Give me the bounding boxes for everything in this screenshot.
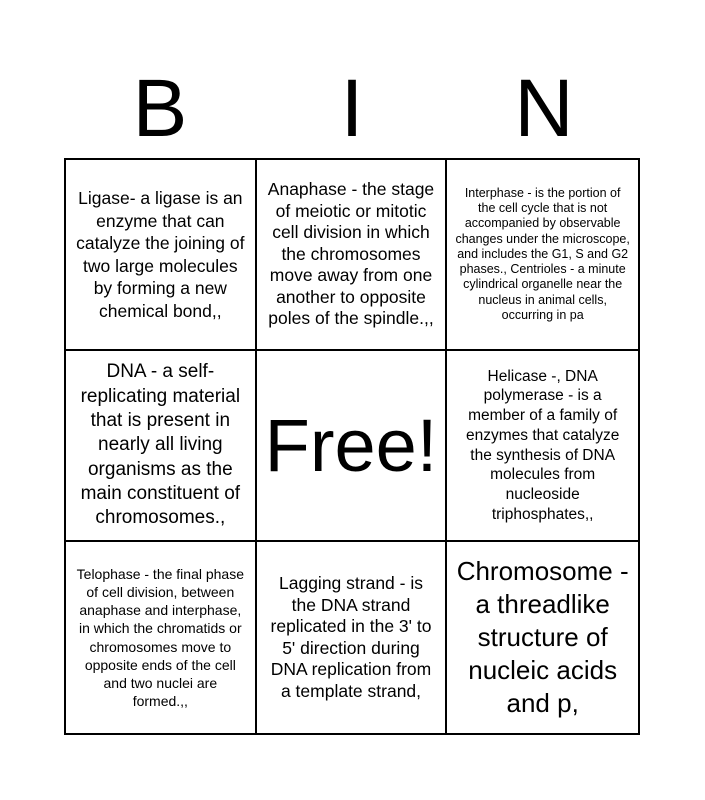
bingo-cell-ligase[interactable] xyxy=(66,160,257,351)
cell-text: DNA - a self-replicating material that is present in nearly all living organisms as the main constituent of chromosomes., xyxy=(80,361,241,529)
header-letter-i: I xyxy=(340,63,364,154)
bingo-cell-anaphase[interactable] xyxy=(257,160,448,351)
header-letter-b: B xyxy=(132,63,188,154)
cell-text: Lagging strand - is the DNA strand replicated in the 3' to 5' direction during DNA replication from a template strand, xyxy=(270,573,432,701)
bingo-cell-lagging-strand[interactable] xyxy=(257,542,448,733)
cell-text: Ligase- a ligase is an enzyme that can catalyze the joining of two large molecules by forming a new chemical bond,, xyxy=(76,188,245,321)
cell-text: Telophase - the final phase of cell division, between anaphase and interphase, in which the chromatids or chromosomes move to opposite ends of the cell and two nuclei are formed.,, xyxy=(76,565,244,710)
free-space-label: Free! xyxy=(264,403,438,487)
cell-text: Helicase -, DNA polymerase - is a member of a family of enzymes that catalyze the synthesis of DNA molecules from nucleoside triphosphates,, xyxy=(465,367,620,523)
bingo-cell-helicase[interactable] xyxy=(447,351,638,542)
bingo-cell-free-space[interactable] xyxy=(257,351,448,542)
cell-text: Chromosome - a threadlike structure of nucleic acids and p, xyxy=(456,556,629,718)
bingo-cell-telophase[interactable] xyxy=(66,542,257,733)
bingo-grid xyxy=(64,158,640,735)
bingo-cell-chromosome[interactable] xyxy=(447,542,638,733)
cell-text: Anaphase - the stage of meiotic or mitotic cell division in which the chromosomes move away from one another to opposite poles of the spindle.,, xyxy=(267,179,435,329)
bingo-header xyxy=(64,60,640,158)
cell-text: Interphase - is the portion of the cell cycle that is not accompanied by observable changes under the microscope, and includes the G1, S and G2 phases., Centrioles - a minute cylindrical organelle near the nucleus in animal cells, occurring in pa xyxy=(455,185,630,323)
bingo-cell-dna[interactable] xyxy=(66,351,257,542)
bingo-cell-interphase[interactable] xyxy=(447,160,638,351)
header-letter-n: N xyxy=(514,63,574,154)
